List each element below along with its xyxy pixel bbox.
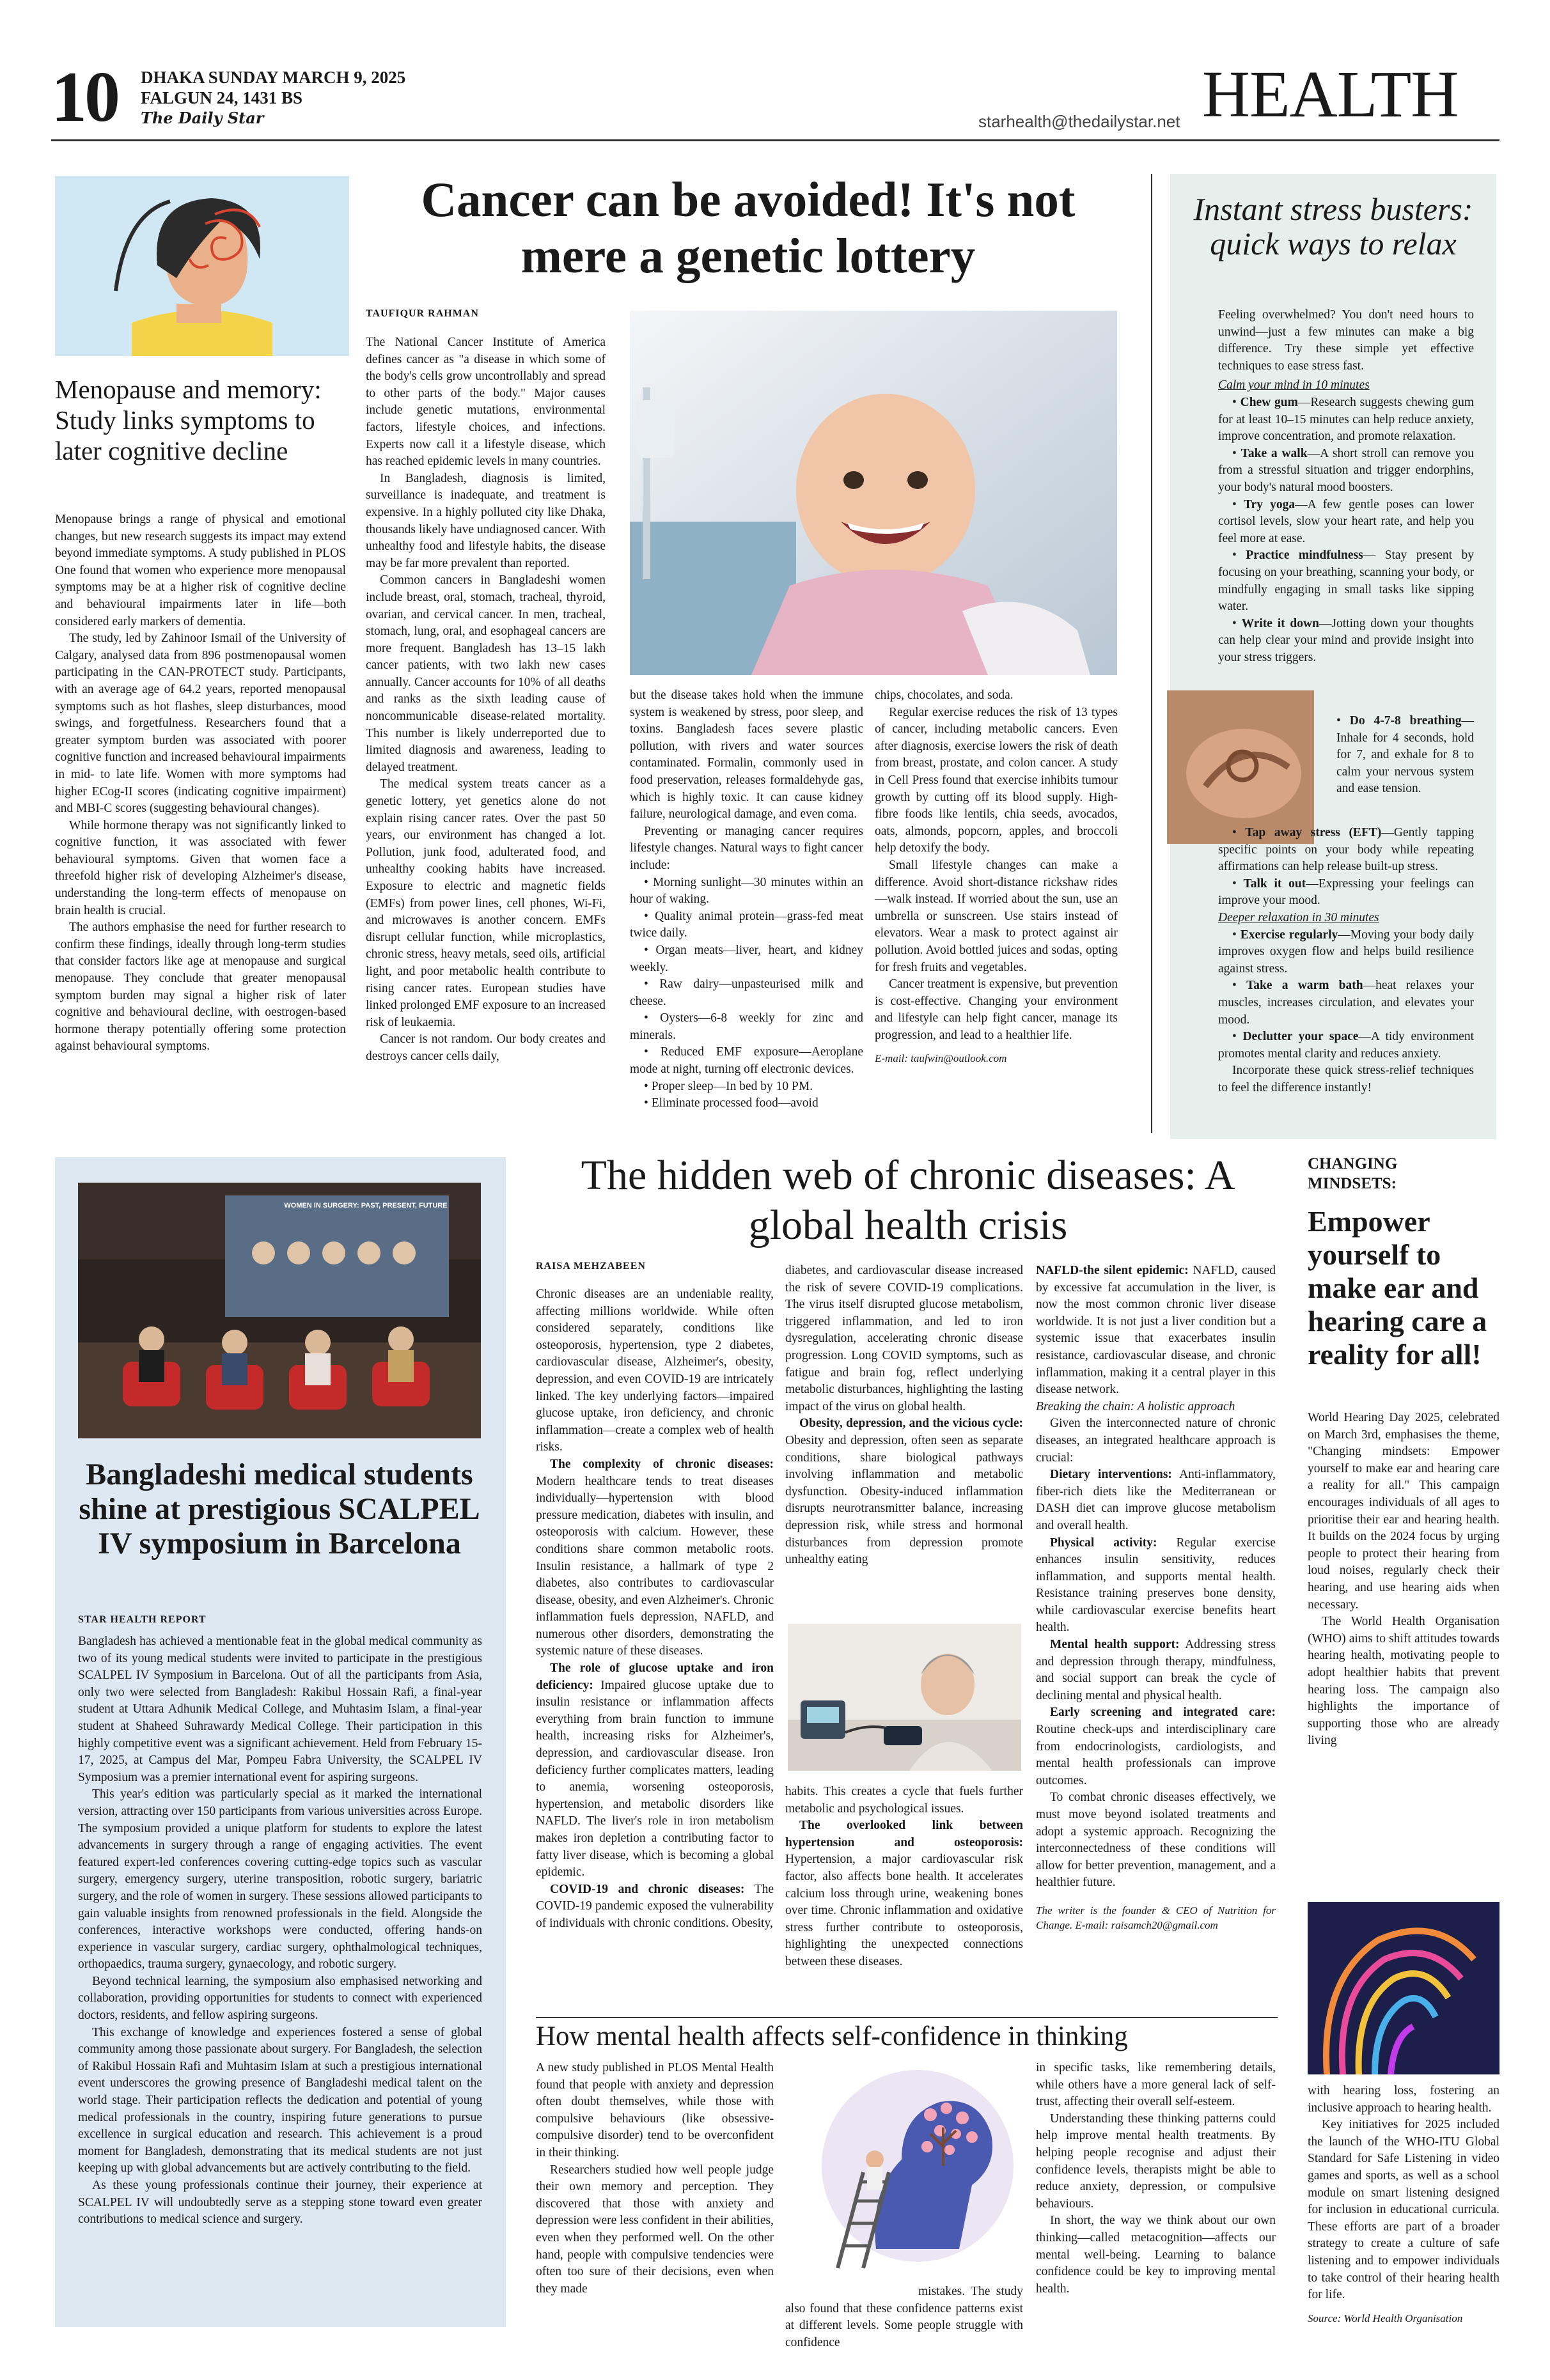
stress-item-lead: Talk it out [1243, 876, 1306, 891]
bangla-date: FALGUN 24, 1431 BS [141, 88, 303, 107]
chronic-para-text: NAFLD, caused by excessive fat accumulation in the liver, is now the most common chronic liver disease worldwide. It is not just a liver condition but a systemic issue that exacerbates insulin resistance, cardiovascular disease, and chronic inflammation, making it a central player in this disease network. [1036, 1264, 1276, 1397]
cancer-bullet: • Morning sunlight—30 minutes within an hour of waking. [630, 875, 863, 906]
blood-pressure-photo [788, 1624, 1021, 1771]
hearing-illustration [1308, 1902, 1499, 2074]
menopause-headline: Menopause and memory: Study links symptoms to later cognitive decline [55, 375, 322, 465]
stress-item: • Declutter your space—A tidy environment promotes mental clarity and reduces anxiety. [1218, 1030, 1474, 1061]
stress-item-text: —Inhale for 4 seconds, hold for 7, and exhale for 8 to calm your nervous system and ease tension. [1336, 714, 1474, 796]
mental-col-3 [1036, 2060, 1276, 2367]
cancer-bullet: • Raw dairy—unpasteurised milk and cheese. [630, 977, 863, 1008]
menopause-para-3: While hormone therapy was not significantly linked to cognitive function, it was associated with fewer behavioural symptoms. Given that women face a threefold higher risk of developing Alzheimer's disease, understanding the long-term effects of menopause on brain health is crucial. [55, 818, 346, 917]
chronic-para [1036, 1535, 1276, 1637]
stress-item: • Talk it out—Expressing your feelings can improve your mood. [1218, 876, 1475, 908]
section-email[interactable]: starhealth@thedailystar.net [978, 112, 1180, 131]
chronic-para-text: Hypertension, a major cardiovascular risk factor, also affects bone health. It accelerates calcium loss through urine, weakening bones over time. Chronic inflammation and oxidative stress further contribute to osteoporosis, highlighting the unexpected connections between these diseases. [785, 1853, 1023, 1968]
stress-item-lead: Take a walk [1241, 446, 1308, 460]
scalpel-para: This exchange of knowledge and experiences fostered a sense of global community among those passionate about surgery. For Bangladesh, the selection of Rakibul Hossain Rafi and Muhtasim Islam at such a prestigious international event underscores the growing presence of Bangladeshi medical talent on the world stage. Their participation reflects the dedication and potential of young medical professionals in the country, inspiring future generations to pursue excellence in surgical education and research. This achievement is a proud moment for Bangladesh, demonstrating that its medical students are not just keeping up with global advancements but are actively contributing to the field. [78, 2025, 482, 2175]
cancer-headline: Cancer can be avoided! It's not mere a genetic lottery [421, 172, 1076, 283]
menopause-para-1: Menopause brings a range of physical and emotional changes, but new research suggests its impact may extend beyond immediate symptoms. A study published in PLOS One found that women who experience more menopausal symptoms may be at a higher risk of cognitive decline and behavioural impairments later in life—both considered early markers of dementia. [55, 513, 346, 628]
chronic-col-2-bottom [785, 1784, 1023, 2007]
stress-body-mid [1336, 713, 1474, 841]
stress-item-text: —heat relaxes your muscles, increases circulation, and elevates your mood. [1218, 979, 1475, 1027]
stress-item: • Do 4-7-8 breathing—Inhale for 4 seconds, hold for 7, and exhale for 8 to calm your nervous system and ease tension. [1336, 714, 1474, 796]
cancer-author-email[interactable]: E-mail: taufwin@outlook.com [875, 1052, 1007, 1065]
cancer-col2-para: but the disease takes hold when the immune system is weakened by stress, poor sleep, and toxins. Bangladesh faces severe plastic pollution, with rivers and water sources contaminated. Formalin, commonly used in food preservation, releases formaldehyde gas, which is highly toxic. It can cause kidney failure, neurological damage, and even coma. [630, 688, 863, 821]
chronic-para-lead: COVID-19 and chronic diseases: [550, 1882, 745, 1896]
stress-item-text: —A few gentle poses can lower cortisol levels, slow your heart rate, and help you feel more at ease. [1218, 497, 1474, 545]
stress-item-text: —Expressing your feelings can improve your mood. [1218, 876, 1475, 908]
stress-item-text: —Research suggests chewing gum for at least 10–15 minutes can help reduce anxiety, improve concentration, and promote relaxation. [1218, 395, 1474, 444]
mental-para: A new study published in PLOS Mental Health found that people with anxiety and depression often doubt themselves, while those with compulsive behaviours (like obsessive-compulsive disorder) tend to be overconfident in their thinking. [536, 2061, 774, 2159]
stress-item: • Write it down—Jotting down your thoughts can help clear your mind and provide insight into your stress triggers. [1218, 616, 1475, 664]
chronic-para-text: Routine check-ups and interdisciplinary care from endocrinologists, cardiologists, and mental health professionals can improve outcomes. [1036, 1723, 1276, 1787]
cancer-child-photo [630, 311, 1117, 675]
chronic-para [1036, 1637, 1276, 1704]
cancer-col3-para: chips, chocolates, and soda. [875, 688, 1014, 702]
chronic-para [785, 1817, 1023, 1970]
chronic-subhead: Breaking the chain: A holistic approach [1036, 1399, 1235, 1413]
mental-para: mistakes. The study also found that these confidence patterns exist at different levels. Some people struggle with confidence [785, 2285, 1023, 2349]
scalpel-body [78, 1633, 482, 2324]
chronic-para-lead: The overlooked link between hypertension and osteoporosis: [785, 1819, 1023, 1849]
chronic-col-2-top [785, 1263, 1023, 1617]
chronic-para [785, 1415, 1023, 1568]
stress-item-text: —A short stroll can remove you from a stressful situation and trigger endorphins, your body's natural mood boosters. [1218, 446, 1475, 494]
page-number: 10 [51, 58, 118, 137]
ear-para: with hearing loss, fostering an inclusive approach to hearing health. [1308, 2084, 1499, 2115]
cancer-col1-para: The National Cancer Institute of America defines cancer as "a disease in which some of the body's cells grow uncontrollably and spread to other parts of the body." Major causes include genetic mutations, environmental factors, lifestyle choices, and infections. Experts now call it a lifestyle disease, which has reached epidemic levels in many countries. [366, 336, 606, 469]
stress-item: • Chew gum—Research suggests chewing gum for at least 10–15 minutes can help reduce anxiety, improve concentration, and promote relaxation. [1218, 395, 1474, 444]
chronic-para-text: Modern healthcare tends to treat diseases individually—hypertension with blood pressure medication, diabetes with insulin, and osteoporosis with calcium. However, these conditions share common metabolic roots. Insulin resistance, a hallmark of type 2 diabetes, also contributes to cardiovascular disease, obesity, and even Alzheimer's. Chronic inflammation fuels depression, NAFLD, and numerous other disorders, demonstrating the systemic nature of these diseases. [536, 1474, 774, 1658]
chronic-para: To combat chronic diseases effectively, we must move beyond isolated treatments and adopt a systemic approach. Recognizing the interconnectedness of these conditions will allow for better prevention, management, and a healthier future. [1036, 1791, 1276, 1890]
ear-source: Source: World Health Organisation [1308, 2312, 1463, 2324]
chronic-para-lead: Early screening and integrated care: [1050, 1706, 1276, 1720]
stress-item: • Try yoga—A few gentle poses can lower cortisol levels, slow your heart rate, and help you feel more at ease. [1218, 497, 1474, 545]
ear-headline: Empower yourself to make ear and hearing care a reality for all! [1308, 1205, 1487, 1371]
chronic-para [1036, 1704, 1276, 1789]
scalpel-para: Beyond technical learning, the symposium also emphasised networking and collaboration, providing opportunities for students to connect with experienced doctors, residents, and fellow aspiring surgeons. [78, 1974, 482, 2023]
menopause-body [55, 511, 346, 1132]
cancer-col-1 [366, 334, 606, 1133]
cancer-bullet: • Proper sleep—In bed by 10 PM. [644, 1079, 813, 1093]
chronic-para-lead: The role of glucose uptake and iron deficiency: [536, 1661, 774, 1692]
stress-item: • Tap away stress (EFT)—Gently tapping specific points on your body while repeating affirmations can help release built-up stress. [1218, 826, 1474, 874]
stress-item-lead: Chew gum [1240, 395, 1298, 409]
section-title: HEALTH [1202, 58, 1459, 131]
chronic-para-text: Anti-inflammatory, fiber-rich diets like the Mediterranean or DASH diet can improve glucose metabolism and overall health. [1036, 1468, 1276, 1532]
stress-item-text: —Moving your body daily improves oxygen flow and helps build resilience against stress. [1218, 928, 1474, 976]
stress-body-bottom [1218, 825, 1474, 1132]
mental-illustration [799, 2057, 1017, 2278]
stress-item-lead: Write it down [1241, 616, 1319, 630]
cancer-col3-para: Cancer treatment is expensive, but prevention is cost-effective. Changing your environment and lifestyle can help fight cancer, manage its progression, and lead to a healthier life. [875, 977, 1118, 1042]
stress-item-text: —Gently tapping specific points on your body while repeating affirmations can help release built-up stress. [1218, 826, 1474, 874]
stress-item: • Exercise regularly—Moving your body daily improves oxygen flow and helps build resilience against stress. [1218, 928, 1474, 976]
chronic-para: habits. This creates a cycle that fuels further metabolic and psychological issues. [785, 1785, 1023, 1816]
stress-outro: Incorporate these quick stress-relief techniques to feel the difference instantly! [1218, 1064, 1474, 1094]
mental-col-2 [785, 2283, 1023, 2367]
chronic-para [1036, 1263, 1276, 1399]
chronic-para [1036, 1466, 1276, 1534]
slide-title: WOMEN IN SURGERY: PAST, PRESENT, FUTURE [284, 1202, 448, 1209]
cancer-col2-para: Preventing or managing cancer requires lifestyle changes. Natural ways to fight cancer include: [630, 824, 863, 872]
chronic-para [536, 1881, 774, 1933]
ear-para: World Hearing Day 2025, celebrated on March 3rd, emphasises the theme, "Changing mindsets: Empower yourself to make ear and hearing care a reality for all." This campaign encourages individuals of all ages to prioritise their ear and hearing health. It builds on the 2024 focus by urging people to protect their hearing from loud noises, regularly check their hearing, and use hearing aids when necessary. [1308, 1411, 1499, 1612]
menopause-illustration [55, 176, 349, 356]
scalpel-para: Bangladesh has achieved a mentionable feat in the global medical community as two of its young medical students were invited to participate in the prestigious SCALPEL IV Symposium in Barcelona. Out of all the participants from Asia, only two were selected from Bangladesh: Rakibul Hossain Rafi, a final-year student at Uttara Adhunik Medical College, and Muhtasim Islam, a final-year student at Shaheed Suhrawardy Medical College. Their participation in this highly competitive event was a significant achievement. Held from February 15-17, 2025, at Campus del Mar, Pompeu Fabra University, the SCALPEL IV Symposium was a premier international event for aspiring surgeons. [78, 1635, 482, 1784]
paper-logo: The Daily Star [141, 109, 264, 127]
scalpel-byline: STAR HEALTH REPORT [78, 1614, 207, 1625]
symposium-photo [78, 1183, 481, 1438]
stress-intro: Feeling overwhelmed? You don't need hours to unwind—just a few minutes can make a big difference. Try these simple yet effective techniques to ease stress fast. [1218, 308, 1474, 373]
chronic-para-lead: Mental health support: [1050, 1638, 1180, 1652]
stress-item-lead: Tap away stress (EFT) [1245, 826, 1382, 839]
cancer-byline: TAUFIQUR RAHMAN [366, 308, 479, 319]
chronic-para [536, 1456, 774, 1660]
chronic-para: Chronic diseases are an undeniable reality, affecting millions worldwide. While often considered separately, conditions like osteoporosis, hypertension, type 2 diabetes, cardiovascular disease, Alzheimer's, obesity, depression, and even COVID-19 are intricately linked. The key underlying factors—impaired glucose uptake, iron deficiency, and chronic inflammation—create a complex web of health risks. [536, 1287, 774, 1454]
chronic-author-note: The writer is the founder & CEO of Nutrition for Change. E-mail: raisamch20@gmail.com [1036, 1904, 1276, 1931]
chronic-para: Given the interconnected nature of chronic diseases, an integrated healthcare approach is crucial: [1036, 1417, 1276, 1465]
ear-kicker: CHANGING MINDSETS: [1308, 1155, 1398, 1192]
cancer-bullet: • Quality animal protein—grass-fed meat twice daily. [630, 909, 863, 940]
menopause-para-2: The study, led by Zahinoor Ismail of the University of Calgary, analysed data from 896 postmenopausal women participating in the CAN-PROTECT study. Participants, with an average age of 64.2 years, reported menopausal symptoms such as hot flashes, sleep disturbances, mood swings, and forgetfulness. Researchers found that a greater symptom burden was associated with poorer cognitive function and increased behavioural impairments in mid- to late life. Women with more symptoms had higher ECog-II scores (indicating cognitive impairment) and MBI-C scores (suggesting behavioural changes). [55, 632, 346, 816]
chronic-para-text: Regular exercise enhances insulin sensitivity, reduces inflammation, and supports mental health. Resistance training preserves bone density, while cardiovascular exercise benefits heart health. [1036, 1536, 1276, 1635]
cancer-col3-para: Regular exercise reduces the risk of 13 types of cancer, including metabolic cancers. Even after diagnosis, exercise lowers the risk of death from breast, prostate, and colon cancer. A study in Cell Press found that exercise inhibits tumour growth by cutting off its blood supply. High-fibre foods like lentils, chia seeds, avocados, oats, almonds, popcorn, apples, and broccoli help detoxify the body. [875, 705, 1118, 855]
mental-headline: How mental health affects self-confidence in thinking [536, 2021, 1128, 2051]
dateline: DHAKA SUNDAY MARCH 9, 2025 [141, 68, 406, 87]
cancer-col1-para: Cancer is not random. Our body creates and destroys cancer cells daily, [366, 1032, 606, 1063]
chronic-para-text: Obesity and depression, often seen as separate conditions, share biological pathways involving inflammation and metabolic dysfunction. Obesity-induced inflammation disrupts neurotransmitter balance, increasing depression risk, while stress and hormonal disturbances from depression promote unhealthy eating [785, 1433, 1023, 1567]
chronic-para-lead: Physical activity: [1050, 1536, 1157, 1550]
chronic-para-lead: Obesity, depression, and the vicious cycle: [799, 1417, 1023, 1431]
stress-item-lead: Take a warm bath [1246, 979, 1363, 993]
column-divider [1151, 174, 1152, 1133]
stress-item: • Take a warm bath—heat relaxes your muscles, increases circulation, and elevates your mood. [1218, 979, 1475, 1027]
mental-para: Understanding these thinking patterns could help improve mental health treatments. By helping people recognise and adjust their confidence levels, therapists might be able to reduce anxiety, depression, or compulsive behaviours. [1036, 2112, 1276, 2211]
ear-para: The World Health Organisation (WHO) aims to shift attitudes towards hearing health, motivating people to adopt healthier habits that prevent hearing loss. The campaign also highlights the importance of supporting those who are already living [1308, 1615, 1499, 1748]
menopause-para-4: The authors emphasise the need for further research to confirm these findings, ideally through long-term studies that consider factors like age at menopause and surgical menopause. They conclude that greater menopausal symptom burden may signal a higher risk of later cognitive and behavioural decline, with oestrogen-based hormone therapy potentially offering some protection against behavioural symptoms. [55, 921, 346, 1054]
cancer-col1-para: The medical system treats cancer as a genetic lottery, yet genetics alone do not explain rising cancer rates. Over the past 50 years, our environment has changed a lot. Pollution, junk food, adulterated food, and unhealthy cooking habits have increased. Exposure to electric and magnetic fields (EMFs) from power lines, cell phones, Wi-Fi, and microwaves is another concern. EMFs disrupt cellular function, while microplastics, chronic stress, heavy metals, seed oils, artificial light, and poor metabolic health contribute to rising cancer rates. European studies have linked prolonged EMF exposure to an increased risk of leukaemia. [366, 777, 606, 1029]
chronic-para-lead: The complexity of chronic diseases: [550, 1457, 774, 1471]
cancer-bullet: • Oysters—6-8 weekly for zinc and minerals. [630, 1011, 863, 1042]
chronic-para-text: Addressing stress and depression through therapy, mindfulness, and social support can break the cycle of declining mental and physical health. [1036, 1638, 1276, 1702]
mental-para: in specific tasks, like remembering details, while others have a more general lack of self-trust, affecting their overall self-esteem. [1036, 2061, 1276, 2109]
stress-item-lead: Exercise regularly [1240, 928, 1338, 942]
chronic-headline: The hidden web of chronic diseases: A global health crisis [581, 1152, 1235, 1248]
chronic-byline: RAISA MEHZABEEN [536, 1261, 646, 1272]
mental-para: Researchers studied how well people judge their own memory and perception. They discovered that those with anxiety and depression were less confident in their abilities, even when they performed well. On the other hand, people with compulsive tendencies were often too sure of their decisions, even when they made [536, 2163, 774, 2296]
cancer-col-2 [630, 687, 863, 1141]
chronic-para-lead: NAFLD-the silent epidemic: [1036, 1264, 1189, 1277]
masthead-rule [51, 139, 1499, 141]
stress-item-text: — Stay present by focusing on your breathing, scanning your body, or mindfully engaging in small tasks like sipping water. [1218, 548, 1475, 614]
cancer-col1-para: Common cancers in Bangladeshi women include breast, oral, stomach, tracheal, thyroid, ovarian, and cervical cancer. In men, tracheal, stomach, lung, oral, and esophageal cancers are more frequent. Bangladesh has 13–15 lakh cancer patients, with two lakh new cases annually. Cancer accounts for 10% of all deaths and ranks as the sixth leading cause of noncommunicable disease-related mortality. This number is likely underreported due to limited diagnosis and awareness, leading to delayed treatment. [366, 573, 606, 774]
cancer-col-3 [875, 687, 1118, 1141]
chronic-para-text: The COVID-19 pandemic exposed the vulnerability of individuals with chronic conditions. Obesity, [536, 1882, 774, 1930]
ear-para: Key initiatives for 2025 included the launch of the WHO-ITU Global Standard for Safe Listening in video games and sports, as well as a school module on smart listening designed for inclusion in educational curricula. These efforts are part of a broader strategy to create a culture of safe listening and to empower individuals to take control of their hearing health for life. [1308, 2118, 1499, 2302]
chronic-para [536, 1660, 774, 1881]
ear-body [1308, 1410, 1499, 1895]
chronic-para-lead: Dietary interventions: [1050, 1468, 1172, 1482]
stress-item-lead: Practice mindfulness [1246, 548, 1363, 563]
scalpel-para: As these young professionals continue their journey, their experience at SCALPEL IV will undoubtedly serve as a stepping stone toward even greater contributions to medical science and surgery. [78, 2179, 482, 2227]
cancer-bullet: • Reduced EMF exposure—Aeroplane mode at night, turning off electronic devices. [630, 1045, 863, 1077]
stress-item: • Take a walk—A short stroll can remove you from a stressful situation and trigger endorphins, your body's natural mood boosters. [1218, 446, 1475, 494]
cancer-col1-para: In Bangladesh, diagnosis is limited, surveillance is inadequate, and treatment is expensive. In a highly polluted city like Dhaka, thousands likely have undiagnosed cancer. With unhealthy food and lifestyle habits, the disease may be far more prevalent than reported. [366, 471, 606, 570]
stress-item-lead: Do 4-7-8 breathing [1349, 714, 1462, 727]
chronic-para-text: Impaired glucose uptake due to insulin resistance or inflammation affects everything from brain function to immune health, increasing risks for Alzheimer's, depression, and cardiovascular disease. Iron deficiency further complicates matters, leading to anemia, worsening osteoporosis, hypertension, and metabolic disorders like NAFLD. The liver's role in iron metabolism makes iron depletion a contributing factor to fatty liver disease, which is becoming a global epidemic. [536, 1678, 774, 1879]
chronic-col-3 [1036, 1263, 1276, 1966]
stress-subhead-1: Calm your mind in 10 minutes [1218, 378, 1370, 393]
stress-body-top [1218, 307, 1474, 710]
stress-subhead-2: Deeper relaxation in 30 minutes [1218, 910, 1379, 924]
cancer-bullet: • Organ meats—liver, heart, and kidney weekly. [630, 943, 863, 974]
meditation-hand-photo [1167, 690, 1314, 844]
mental-col-1 [536, 2060, 774, 2367]
cancer-bullet: • Eliminate processed food—avoid [644, 1096, 818, 1110]
scalpel-headline: Bangladeshi medical students shine at prestigious SCALPEL IV symposium in Barcelona [79, 1458, 480, 1560]
chronic-para: diabetes, and cardiovascular disease increased the risk of severe COVID-19 complications. The virus itself disrupted glucose metabolism, triggered inflammation, and led to iron dysregulation, accelerating chronic disease progression. Long COVID symptoms, such as fatigue and brain fog, reflect underlying metabolic disturbances, highlighting the lasting impact of the virus on global health. [785, 1264, 1023, 1413]
stress-item-text: —A tidy environment promotes mental clarity and reduces anxiety. [1218, 1030, 1474, 1061]
section-divider [536, 2017, 1278, 2018]
ear-body-cont [1308, 2083, 1499, 2351]
scalpel-para: This year's edition was particularly special as it marked the international version, attracting over 150 participants from various universities across Europe. The symposium provided a unique platform for students to explore the latest advancements in surgery through a range of engaging activities. The event featured expert-led conferences covering cutting-edge topics such as vascular surgery, emergency surgery, uterine transposition, robotic surgery, bariatric surgery, and the role of women in surgery. These sessions allowed participants to gain valuable insights from renowned professionals in the field. Alongside the conferences, interactive workshops were conducted, offering hands-on experience in vascular surgery, cardiac surgery, ophthalmological techniques, orthopaedics, trauma surgery, gynaecology, and robotic surgery. [78, 1787, 482, 1972]
stress-item-lead: Try yoga [1243, 497, 1296, 511]
cancer-col3-para: Small lifestyle changes can make a difference. Avoid short-distance rickshaw rides—walk instead. If worried about the sun, use an umbrella or sunscreen. Use stairs instead of elevators. Wear a mask to protect against air pollution. Avoid bottled juices and sodas, opting for fresh fruits and vegetables. [875, 858, 1118, 974]
stress-item: • Practice mindfulness— Stay present by focusing on your breathing, scanning your body, or mindfully engaging in small tasks like sipping water. [1218, 548, 1475, 614]
stress-item-lead: Declutter your space [1242, 1030, 1359, 1044]
mental-para: In short, the way we think about our own thinking—called metacognition—affects our mental well-being. Learning to balance confidence could be key to improving mental health. [1036, 2214, 1276, 2296]
stress-headline: Instant stress busters: quick ways to relax [1193, 191, 1473, 261]
stress-item-text: —Jotting down your thoughts can help clear your mind and provide insight into your stress triggers. [1218, 616, 1475, 664]
chronic-col-1 [536, 1286, 774, 1930]
